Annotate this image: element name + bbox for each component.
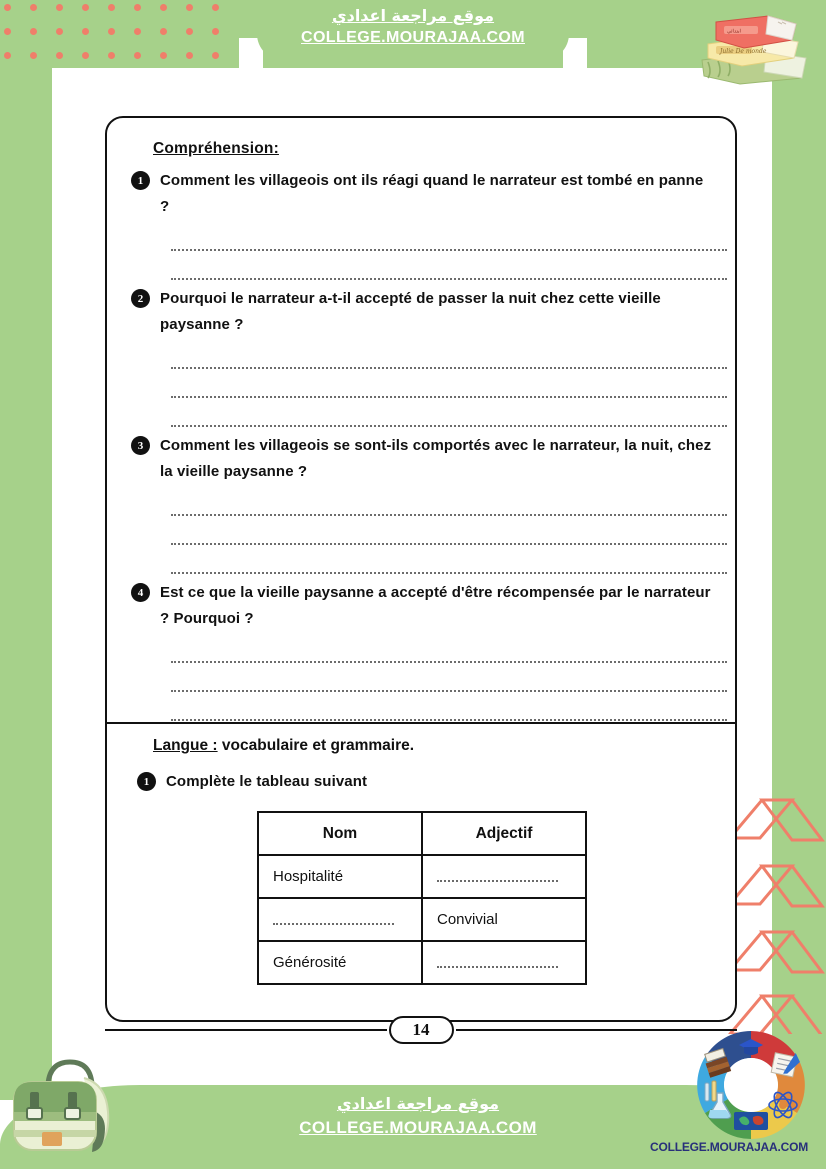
question-text: Est ce que la vieille paysanne a accepté d'être récompensée par le narrateur ? Pourquoi ? (160, 584, 711, 627)
decor-band-left (0, 0, 52, 1100)
table-cell-nom[interactable] (258, 898, 422, 941)
stack-of-books-icon (694, 8, 814, 92)
polka-dot (30, 28, 37, 35)
polka-dot (56, 28, 63, 35)
answer-lines[interactable] (171, 634, 713, 721)
question-block (131, 286, 713, 427)
polka-dot (186, 28, 193, 35)
header-site-url: COLLEGE.MOURAJAA.COM (301, 29, 525, 46)
polka-dot (212, 52, 219, 59)
question-number-bullet: 1 (131, 171, 150, 190)
question-text: Comment les villageois ont ils réagi quand le narrateur est tombé en panne ? (160, 172, 704, 215)
table-cell-adjectif[interactable] (422, 941, 586, 984)
polka-dot (108, 28, 115, 35)
polka-dot (4, 28, 11, 35)
comprehension-questions-list (131, 168, 713, 721)
answer-line[interactable] (171, 634, 727, 663)
polka-dot (82, 28, 89, 35)
page-number: 14 (389, 1016, 454, 1044)
table-row (258, 898, 586, 941)
question-row (131, 580, 713, 632)
table-cell-nom: Hospitalité (258, 855, 422, 898)
polka-dot (108, 52, 115, 59)
answer-line[interactable] (171, 398, 727, 427)
exercise-text: Complète le tableau suivant (166, 773, 368, 790)
question-number-bullet: 2 (131, 289, 150, 308)
answer-line[interactable] (171, 487, 727, 516)
table-cell-nom: Générosité (258, 941, 422, 984)
table-header-nom: Nom (258, 812, 422, 855)
polka-dot (108, 4, 115, 11)
polka-dot (212, 4, 219, 11)
footer-title (253, 1092, 583, 1148)
answer-line[interactable] (171, 692, 727, 721)
worksheet-card (105, 116, 737, 1022)
footer-watermark-url: COLLEGE.MOURAJAA.COM (650, 1140, 809, 1154)
polka-dot (160, 28, 167, 35)
question-text: Pourquoi le narrateur a-t-il accepté de passer la nuit chez cette vieille paysanne ? (160, 290, 661, 333)
question-text: Comment les villageois se sont-ils comportés avec le narrateur, la nuit, chez la vieille paysanne ? (160, 437, 712, 480)
langue-section-title (153, 737, 713, 755)
polka-dot (56, 4, 63, 11)
polka-dot (134, 28, 141, 35)
answer-lines[interactable] (171, 340, 713, 427)
blank-answer-field[interactable] (437, 867, 558, 882)
answer-line[interactable] (171, 369, 727, 398)
table-cell-adjectif: Convivial (422, 898, 586, 941)
answer-line[interactable] (171, 340, 727, 369)
polka-dot (30, 4, 37, 11)
answer-line[interactable] (171, 251, 727, 280)
footer-arabic-title: موقع مراجعة اعدادي (336, 1094, 500, 1113)
answer-lines[interactable] (171, 222, 713, 280)
polka-dot (134, 4, 141, 11)
polka-dot (4, 52, 11, 59)
question-row (131, 286, 713, 338)
polka-dot (82, 4, 89, 11)
svg-text:Julie De monde: Julie De monde (720, 48, 767, 55)
polka-dot (56, 52, 63, 59)
question-block (131, 168, 713, 280)
exercise-number-bullet: 1 (137, 772, 156, 791)
polka-dot (134, 52, 141, 59)
polka-dot (186, 4, 193, 11)
header-title (257, 5, 569, 61)
polka-dot (30, 52, 37, 59)
table-header-row (258, 812, 586, 855)
polka-dot (160, 52, 167, 59)
table-row (258, 941, 586, 984)
question-row (131, 433, 713, 485)
chevron-up-icon (726, 784, 826, 1034)
header-arabic-title: موقع مراجعة اعدادي (331, 6, 495, 25)
page-number-bar (105, 1013, 737, 1047)
langue-label: Langue : (153, 737, 218, 754)
section-divider (107, 722, 735, 724)
langue-exercise-1 (137, 769, 713, 795)
polka-dot (212, 28, 219, 35)
table-cell-adjectif[interactable] (422, 855, 586, 898)
polka-dot (4, 4, 11, 11)
question-row (131, 168, 713, 220)
question-block (131, 433, 713, 574)
comprehension-section-title: Compréhension: (153, 140, 279, 157)
blank-answer-field[interactable] (437, 953, 558, 968)
question-block (131, 580, 713, 721)
answer-line[interactable] (171, 516, 727, 545)
table-header-adjectif: Adjectif (422, 812, 586, 855)
backpack-icon (6, 1050, 126, 1162)
answer-lines[interactable] (171, 487, 713, 574)
question-number-bullet: 3 (131, 436, 150, 455)
blank-answer-field[interactable] (273, 910, 394, 925)
polka-dot-pattern (0, 0, 240, 76)
answer-line[interactable] (171, 222, 727, 251)
question-number-bullet: 4 (131, 583, 150, 602)
langue-subtitle-text: vocabulaire et grammaire. (221, 737, 415, 754)
school-subjects-circle-icon (692, 1026, 810, 1144)
polka-dot (82, 52, 89, 59)
page-rule-left (105, 1029, 387, 1031)
vocab-table (257, 811, 587, 985)
svg-text:ابتدائي: ابتدائي (727, 28, 741, 35)
table-row (258, 855, 586, 898)
answer-line[interactable] (171, 545, 727, 574)
polka-dot (186, 52, 193, 59)
footer-site-url: COLLEGE.MOURAJAA.COM (299, 1118, 537, 1137)
answer-line[interactable] (171, 663, 727, 692)
polka-dot (160, 4, 167, 11)
